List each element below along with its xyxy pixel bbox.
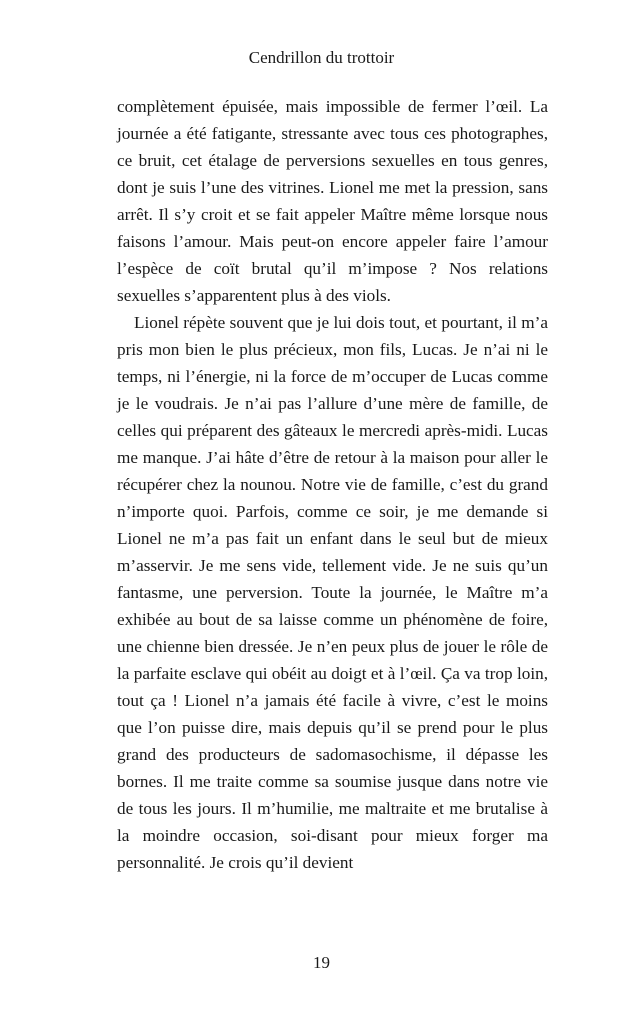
body-text <box>117 93 548 876</box>
paragraph: complètement épuisée, mais impossible de fermer l’œil. La journée a été fatigante, stressante avec tous ces photographes, ce bruit, cet étalage de perversions sexuelles en tous genres, dont je suis l’une des vitrines. Lionel me met la pression, sans arrêt. Il s’y croit et se fait appeler Maître même lorsque nous faisons l’amour. Mais peut-on encore appeler faire l’amour l’espèce de coït brutal qu’il m’impose ? Nos relations sexuelles s’apparentent plus à des viols. <box>117 97 548 305</box>
running-header: Cendrillon du trottoir <box>248 48 395 67</box>
page-number: 19 <box>313 953 330 972</box>
paragraph: Lionel répète souvent que je lui dois tout, et pourtant, il m’a pris mon bien le plus précieux, mon fils, Lucas. Je n’ai ni le temps, ni l’énergie, ni la force de m’occuper de Lucas comme je le voudrais. Je n’ai pas l’allure d’une mère de famille, de celles qui préparent des gâteaux le mercredi après-midi. Lucas me manque. J’ai hâte d’être de retour à la maison pour aller le récupérer chez la nounou. Notre vie de famille, c’est du grand n’importe quoi. Parfois, comme ce soir, je me demande si Lionel ne m’a pas fait un enfant dans le seul but de mieux m’asservir. Je me sens vide, tellement vide. Je ne suis qu’un fantasme, une perversion. Toute la journée, le Maître m’a exhibée au bout de sa laisse comme un phénomène de foire, une chienne bien dressée. Je n’en peux plus de jouer le rôle de la parfaite esclave qui obéit au doigt et à l’œil. Ça va trop loin, tout ça ! Lionel n’a jamais été facile à vivre, c’est le moins que l’on puisse dire, mais depuis qu’il se prend pour le plus grand des producteurs de sadomasochisme, il dépasse les bornes. Il me traite comme sa soumise jusque dans notre vie de tous les jours. Il m’humilie, me maltraite et me brutalise à la moindre occasion, soi-disant pour mieux forger ma personnalité. Je crois qu’il devient <box>117 313 548 872</box>
